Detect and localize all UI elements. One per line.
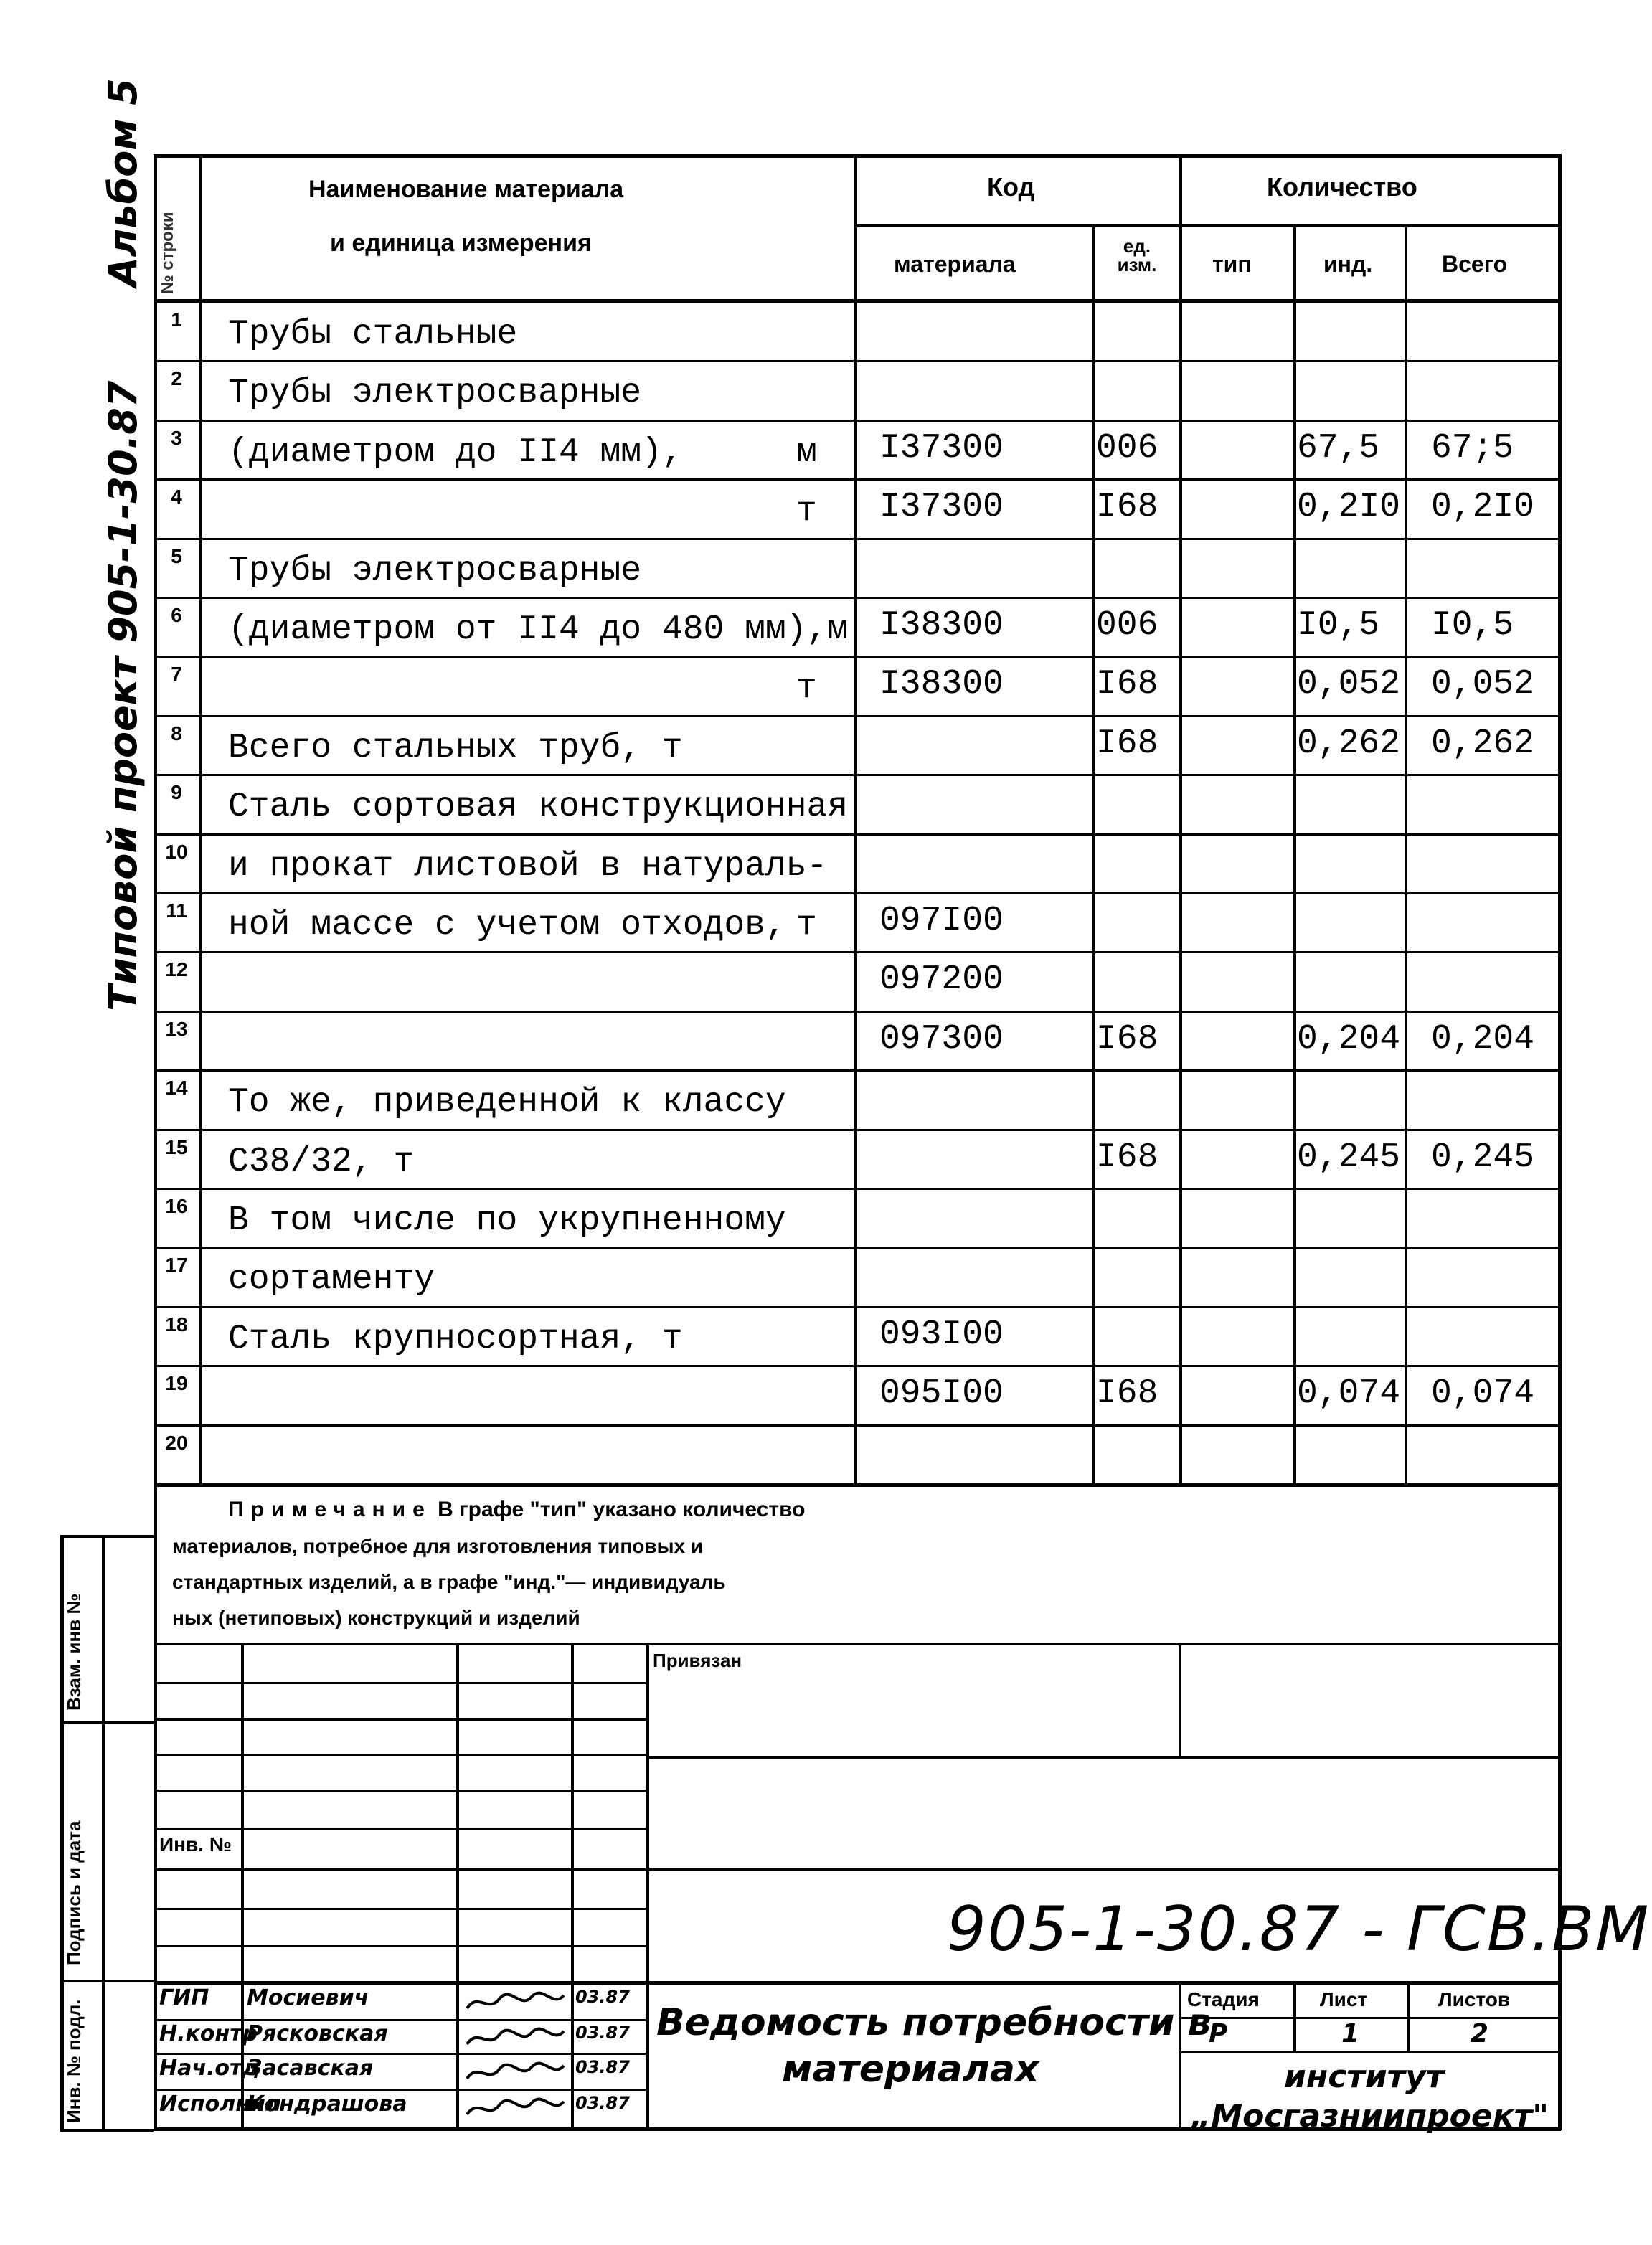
note-line4: ных (нетиповых) конструкций и изделий — [172, 1607, 580, 1629]
signer-role: Исполнил — [159, 2092, 281, 2117]
privyazan-label: Привязан — [653, 1650, 742, 1671]
unit-code: I68 — [1096, 665, 1158, 704]
material-name: и прокат листовой в натураль- — [228, 847, 828, 886]
stamp-podpis-data: Подпись и дата — [63, 1820, 85, 1965]
unit-code: I68 — [1096, 1374, 1158, 1413]
signature-scribble — [463, 2024, 567, 2053]
unit-code: I68 — [1096, 488, 1158, 526]
sheet-label: Лист — [1320, 1988, 1368, 2010]
material-name: С38/32, т — [228, 1143, 415, 1181]
unit-code: 006 — [1096, 429, 1158, 468]
material-code: 097200 — [879, 960, 1004, 999]
sheets-label: Листов — [1438, 1988, 1511, 2010]
margin-album-label: Альбом 5 — [100, 78, 146, 287]
material-unit: т — [796, 906, 817, 945]
signature-scribble — [463, 2059, 567, 2087]
org-line2: „Мосгазниипроект" — [1191, 2098, 1549, 2135]
header-code-material: материала — [894, 251, 1016, 277]
note-line3: стандартных изделий, а в графе "инд."— индивидуаль — [172, 1571, 726, 1593]
qty-total: 67;5 — [1431, 429, 1514, 468]
material-code: I37300 — [879, 429, 1004, 468]
header-q-tip: тип — [1212, 251, 1252, 277]
header-name-line2: и единица измерения — [330, 230, 592, 257]
signature-scribble — [463, 1988, 567, 2017]
signer-name: Кондрашова — [247, 2092, 407, 2117]
material-code: I37300 — [879, 488, 1004, 526]
unit-code: I68 — [1096, 1020, 1158, 1059]
header-row-number: № строки — [158, 212, 177, 294]
row-number: 7 — [171, 663, 182, 685]
inv-no-label: Инв. № — [159, 1833, 232, 1856]
row-number: 2 — [171, 367, 182, 389]
signer-name: Засавская — [247, 2056, 374, 2081]
document-code: 905-1-30.87 - ГСВ.ВМ — [947, 1894, 1651, 1965]
material-code: 093I00 — [879, 1315, 1004, 1354]
header-code-unit: ед. изм. — [1117, 235, 1157, 275]
material-name: В том числе по укрупненному — [228, 1201, 786, 1240]
material-name: Сталь крупносортная, т — [228, 1320, 683, 1358]
sheet-value: 1 — [1341, 2019, 1360, 2048]
document-title-line1: Ведомость потребности в — [656, 2001, 1212, 2044]
qty-ind: I0,5 — [1297, 606, 1380, 645]
row-number: 18 — [165, 1313, 188, 1336]
material-unit: м — [796, 433, 817, 472]
material-name: Трубы электросварные — [228, 552, 642, 590]
material-unit: т — [796, 669, 817, 708]
row-number: 14 — [165, 1077, 188, 1099]
material-code: I38300 — [879, 665, 1004, 704]
row-number: 5 — [171, 545, 182, 567]
qty-ind: 67,5 — [1297, 429, 1380, 468]
qty-ind: 0,052 — [1297, 665, 1401, 704]
signer-name: Рясковская — [247, 2021, 388, 2046]
row-number: 4 — [171, 486, 182, 508]
qty-total: 0,245 — [1431, 1138, 1535, 1177]
row-number: 15 — [165, 1136, 188, 1158]
stage-value: Р — [1209, 2019, 1228, 2048]
qty-total: 0,052 — [1431, 665, 1535, 704]
row-number: 8 — [171, 722, 182, 745]
stamp-inv-podl: Инв. № подл. — [63, 1999, 85, 2123]
material-name: (диаметром до II4 мм), — [228, 433, 683, 472]
material-name: (диаметром от II4 до 480 мм),м — [228, 610, 849, 649]
qty-total: 0,262 — [1431, 724, 1535, 763]
material-name: Трубы стальные — [228, 315, 518, 354]
signer-date: 03.87 — [575, 2023, 630, 2043]
signer-date: 03.87 — [575, 2093, 630, 2113]
unit-code: I68 — [1096, 724, 1158, 763]
material-code: 095I00 — [879, 1374, 1004, 1413]
material-code: 097I00 — [879, 902, 1004, 940]
signer-role: Нач.отд — [159, 2056, 260, 2081]
header-name-line1: Наименование материала — [308, 176, 624, 203]
qty-total: 0,204 — [1431, 1020, 1535, 1059]
qty-ind: 0,204 — [1297, 1020, 1401, 1059]
qty-total: 0,2I0 — [1431, 488, 1535, 526]
row-number: 19 — [165, 1372, 188, 1394]
qty-ind: 0,245 — [1297, 1138, 1401, 1177]
material-unit: т — [796, 492, 817, 531]
row-number: 3 — [171, 427, 182, 449]
qty-ind: 0,074 — [1297, 1374, 1401, 1413]
material-name: ной массе с учетом отходов, — [228, 906, 786, 945]
row-number: 6 — [171, 604, 182, 626]
stage-label: Стадия — [1187, 1988, 1260, 2010]
margin-project-label: Типовой проект 905-1-30.87 — [100, 380, 146, 1011]
row-number: 16 — [165, 1195, 188, 1217]
note-text-1: В графе "тип" указано количество — [438, 1498, 806, 1521]
header-q-total: Всего — [1442, 251, 1508, 277]
row-number: 1 — [171, 308, 182, 331]
signer-role: ГИП — [159, 1985, 209, 2010]
sheets-value: 2 — [1471, 2019, 1489, 2048]
document-title-line2: материалах — [782, 2048, 1039, 2091]
org-line1: институт — [1284, 2059, 1445, 2095]
note-line2: материалов, потребное для изготовления типовых и — [172, 1535, 704, 1557]
qty-ind: 0,262 — [1297, 724, 1401, 763]
qty-total: 0,074 — [1431, 1374, 1535, 1413]
material-code: 097300 — [879, 1020, 1004, 1059]
material-name: Всего стальных труб, т — [228, 729, 683, 767]
signer-date: 03.87 — [575, 2057, 630, 2077]
signer-role: Н.контр — [159, 2021, 258, 2046]
row-number: 10 — [165, 841, 188, 863]
qty-total: I0,5 — [1431, 606, 1514, 645]
note-lead: Примечание — [228, 1498, 432, 1521]
material-name: Трубы электросварные — [228, 374, 642, 412]
material-name: Сталь сортовая конструкционная — [228, 788, 849, 826]
material-name: сортаменту — [228, 1260, 435, 1299]
unit-code: 006 — [1096, 606, 1158, 645]
signature-scribble — [463, 2094, 567, 2123]
row-number: 9 — [171, 781, 182, 803]
row-number: 11 — [166, 899, 187, 922]
stamp-inv-zam: Взам. инв № — [63, 1593, 85, 1711]
signer-date: 03.87 — [575, 1987, 630, 2007]
unit-code: I68 — [1096, 1138, 1158, 1177]
signer-name: Мосиевич — [247, 1985, 369, 2010]
row-number: 20 — [165, 1432, 188, 1454]
qty-ind: 0,2I0 — [1297, 488, 1401, 526]
header-q-ind: инд. — [1323, 251, 1373, 277]
header-quantity: Количество — [1267, 172, 1417, 202]
row-number: 13 — [165, 1018, 188, 1040]
material-code: I38300 — [879, 606, 1004, 645]
header-code: Код — [987, 172, 1035, 202]
material-name: То же, приведенной к классу — [228, 1083, 786, 1122]
row-number: 17 — [165, 1254, 188, 1276]
row-number: 12 — [165, 958, 188, 980]
